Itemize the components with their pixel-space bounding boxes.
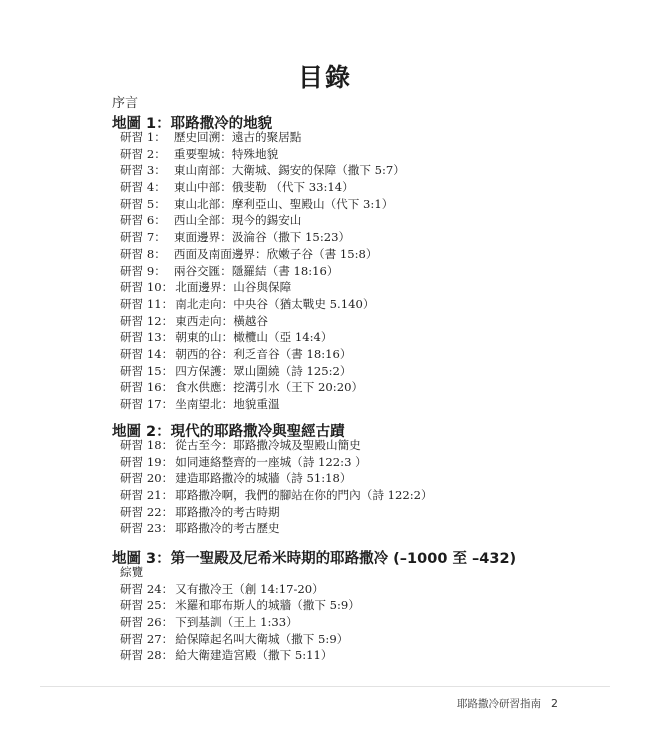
toc-entry-number: 研習 18： <box>120 438 174 452</box>
toc-entry-title: 坐南望北：地貌重溫 <box>175 397 280 411</box>
toc-entry[interactable] <box>120 647 360 664</box>
section-heading-map-1[interactable]: 地圖 1：耶路撒冷的地貌 <box>112 116 273 132</box>
toc-entry-title: 米羅和耶布斯人的城牆（撒下 5:9） <box>175 598 360 613</box>
toc-entry-title: 給保障起名叫大衛城（撒下 5:9） <box>175 631 349 646</box>
toc-entry-title: 耶路撒冷啊，我們的腳站在你的門內（詩 122:2） <box>175 488 433 503</box>
footer-divider <box>40 686 610 687</box>
toc-entry-number: 研習 21： <box>120 488 174 503</box>
toc-entry-title: 南北走向：中央谷（猶太戰史 5.140） <box>175 296 375 311</box>
toc-entry[interactable] <box>120 520 433 537</box>
toc-entry-title: 朝東的山：橄欖山（亞 14:4） <box>175 330 333 345</box>
page-footer <box>457 696 558 711</box>
toc-entry-number: 研習 15： <box>120 363 174 378</box>
toc-entry-number: 研習 4： <box>120 180 166 195</box>
toc-entry[interactable] <box>120 631 360 648</box>
toc-entry[interactable] <box>120 363 405 380</box>
toc-entry-number: 研習 12： <box>120 313 174 328</box>
toc-entry[interactable] <box>120 146 405 163</box>
toc-entry[interactable] <box>120 212 405 229</box>
toc-entry[interactable] <box>120 581 360 598</box>
toc-entry-number: 研習 10： <box>120 280 174 295</box>
toc-entry-number: 研習 24： <box>120 581 174 596</box>
toc-entry-number: 研習 25： <box>120 598 174 613</box>
section-entries-map-2 <box>120 437 433 537</box>
toc-entry-number: 研習 28： <box>120 648 174 663</box>
page-title: 目錄 <box>297 63 352 92</box>
toc-entry[interactable] <box>120 597 360 614</box>
toc-entry-number: 研習 1： <box>120 130 166 144</box>
toc-entry-title: 從古至今：耶路撒冷城及聖殿山簡史 <box>175 438 361 452</box>
toc-entry[interactable] <box>120 504 433 521</box>
toc-entry[interactable] <box>120 396 405 413</box>
toc-entry-title: 朝西的谷：利乏音谷（書 18:16） <box>175 346 352 361</box>
section-entries-map-3 <box>120 564 360 664</box>
toc-entry-number: 研習 22： <box>120 504 174 519</box>
toc-entry[interactable] <box>120 229 405 246</box>
toc-entry-number: 研習 8： <box>120 246 166 261</box>
toc-entry-title: 東面邊界：汲淪谷（撒下 15:23） <box>173 230 351 245</box>
section-heading-map-3[interactable]: 地圖 3：第一聖殿及尼希米時期的耶路撒冷 (–1000 至 –432) <box>112 551 517 567</box>
toc-entry-number: 研習 20： <box>120 471 174 486</box>
toc-entry-title: 耶路撒冷的考古時期 <box>175 504 280 519</box>
toc-entry[interactable] <box>120 329 405 346</box>
toc-entry[interactable] <box>120 564 360 581</box>
toc-entry-title: 如同連絡整齊的一座城（詩 122:3 ） <box>175 454 367 469</box>
toc-entry[interactable] <box>120 246 405 263</box>
toc-entry-title: 歷史回溯：遠古的聚居點 <box>173 130 302 144</box>
toc-entry[interactable] <box>120 487 433 504</box>
toc-entry-number: 研習 23： <box>120 521 174 536</box>
toc-entry[interactable] <box>120 196 405 213</box>
section-entries-map-1 <box>120 129 405 413</box>
toc-entry-title: 下到基訓（王上 1:33） <box>175 615 298 630</box>
toc-entry-number: 研習 9： <box>120 263 166 278</box>
toc-entry-preface[interactable]: 序言 <box>112 96 139 111</box>
toc-entry[interactable] <box>120 470 433 487</box>
toc-entry-title: 食水供應：挖溝引水（王下 20:20） <box>175 380 364 395</box>
toc-entry[interactable] <box>120 346 405 363</box>
footer-book-title: 耶路撒冷研習指南 <box>457 698 541 710</box>
toc-entry[interactable] <box>120 179 405 196</box>
toc-entry-title: 東山南部：大衛城、錫安的保障（撒下 5:7） <box>173 163 405 178</box>
toc-entry-title: 重要聖城：特殊地貌 <box>173 146 279 161</box>
toc-entry-title: 四方保護：眾山圍繞（詩 125:2） <box>175 363 352 378</box>
toc-entry-number: 研習 5： <box>120 196 166 211</box>
toc-entry-number: 研習 16： <box>120 380 174 395</box>
toc-entry-number: 研習 26： <box>120 615 174 630</box>
toc-entry[interactable] <box>120 313 405 330</box>
toc-entry-title: 給大衛建造宮殿（撒下 5:11） <box>175 648 333 663</box>
toc-entry[interactable] <box>120 437 433 454</box>
toc-entry-number: 研習 13： <box>120 330 174 345</box>
toc-entry-number: 研習 7： <box>120 230 166 245</box>
toc-entry[interactable] <box>120 379 405 396</box>
toc-entry-title: 兩谷交匯：隱羅結（書 18:16） <box>173 263 339 278</box>
footer-page-number: 2 <box>551 697 558 710</box>
toc-entry[interactable] <box>120 454 433 471</box>
toc-entry-title: 西面及南面邊界：欣嫩子谷（書 15:8） <box>173 246 378 261</box>
toc-entry[interactable] <box>120 296 405 313</box>
toc-entry-number: 研習 11： <box>120 296 174 311</box>
toc-entry-number: 研習 27： <box>120 631 174 646</box>
toc-entry-title: 東山中部：俄斐勒 （代下 33:14） <box>173 180 354 195</box>
toc-entry[interactable] <box>120 263 405 280</box>
toc-entry-title: 東西走向：橫越谷 <box>175 313 268 328</box>
toc-entry-title: 東山北部：摩利亞山、聖殿山（代下 3:1） <box>173 196 394 211</box>
toc-entry-number: 研習 14： <box>120 346 174 361</box>
toc-entry-number: 研習 6： <box>120 213 166 228</box>
toc-entry-number: 研習 2： <box>120 146 166 161</box>
toc-entry-number: 研習 19： <box>120 454 174 469</box>
toc-entry[interactable] <box>120 129 405 146</box>
section-heading-map-2[interactable]: 地圖 2：現代的耶路撒冷與聖經古蹟 <box>112 424 345 440</box>
toc-entry-title: 耶路撒冷的考古歷史 <box>175 521 280 536</box>
toc-entry-title: 綜覽 <box>120 565 144 579</box>
toc-entry[interactable] <box>120 162 405 179</box>
toc-entry-title: 建造耶路撒冷的城牆（詩 51:18） <box>175 471 352 486</box>
toc-entry-number: 研習 17： <box>120 397 174 411</box>
toc-entry-title: 又有撒冷王（創 14:17-20） <box>175 581 324 596</box>
toc-entry-title: 西山全部：現今的錫安山 <box>173 213 302 228</box>
toc-entry-title: 北面邊界：山谷與保障 <box>175 280 292 295</box>
toc-entry[interactable] <box>120 279 405 296</box>
toc-entry[interactable] <box>120 614 360 631</box>
toc-entry-number: 研習 3： <box>120 163 166 178</box>
